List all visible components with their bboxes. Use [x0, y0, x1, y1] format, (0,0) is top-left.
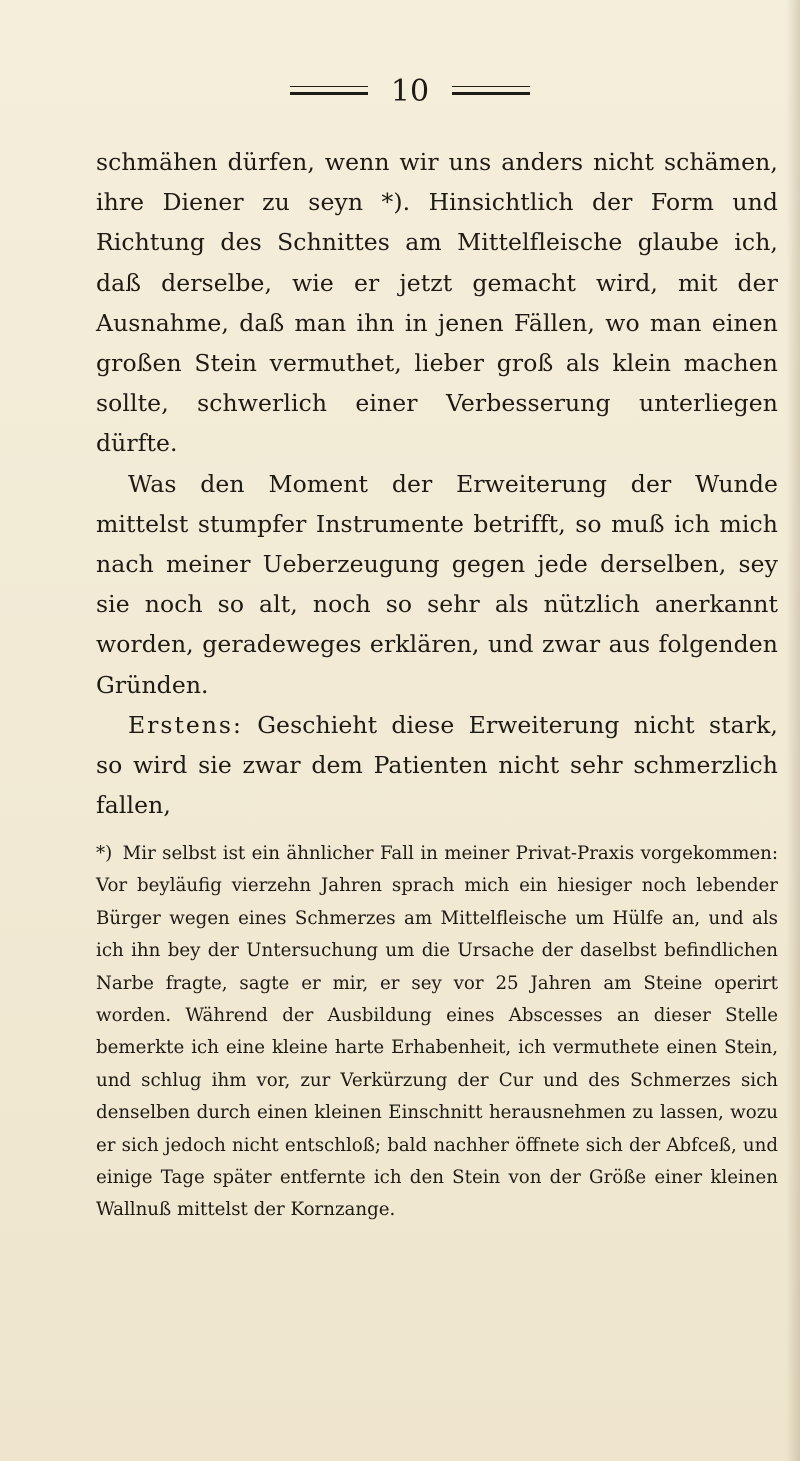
- page-number: 10: [390, 74, 430, 109]
- main-text: [96, 142, 778, 825]
- footnote-text: Mir selbst ist ein ähnlicher Fall in meiner Privat-Praxis vorgekommen: Vor beyläufig vierzehn Jahren sprach mich ein hiesiger noch lebender Bürger wegen eines Schmerzes am Mittelfleische um Hülfe an, und als ich ihn bey der Untersuchung um die Ursache der daselbst befindlichen Narbe fragte, sagte er mir, er sey vor 25 Jahren am Steine operirt worden. Während der Ausbildung eines Abscesses an dieser Stelle bemerkte ich eine kleine harte Erhabenheit, ich vermuthete einen Stein, und schlug ihm vor, zur Verkürzung der Cur und des Schmerzes sich denselben durch einen kleinen Einschnitt herausnehmen zu lassen, wozu er sich jedoch nicht entschloß; bald nachher öffnete sich der Abfceß, und einige Tage später entfernte ich den Stein von der Größe einer kleinen Wallnuß mittelst der Kornzange.: [96, 843, 778, 1221]
- page-header: [0, 74, 800, 114]
- page-edge-shadow: [786, 0, 800, 1461]
- erstens-text: Geschieht diese Erweiterung nicht stark, so wird sie zwar dem Patienten nicht sehr schmerzlich fallen,: [96, 710, 778, 820]
- erstens-label: Erstens:: [128, 710, 243, 739]
- paragraph-erweiterung: Was den Moment der Erweiterung der Wunde mittelst stumpfer Instrumente betrifft, so muß ich mich nach meiner Ueberzeugung gegen jede derselben, sey sie noch so alt, noch so sehr als nützlich anerkannt worden, geradeweges erklären, und zwar aus folgenden Gründen.: [96, 469, 778, 699]
- header-rule-left: [290, 92, 368, 95]
- footnote-marker: *): [96, 843, 113, 864]
- paragraph-continuation: schmähen dürfen, wenn wir uns anders nicht schämen, ihre Diener zu seyn *). Hinsichtlich der Form und Richtung des Schnittes am Mittelfleische glaube ich, daß derselbe, wie er jetzt gemacht wird, mit der Ausnahme, daß man ihn in jenen Fällen, wo man einen großen Stein vermuthet, lieber groß als klein machen sollte, schwerlich einer Verbesserung unterliegen dürfte.: [96, 148, 778, 458]
- header-rule-right: [452, 92, 530, 95]
- paragraph-erstens: [96, 705, 778, 826]
- footnote: [96, 838, 778, 1227]
